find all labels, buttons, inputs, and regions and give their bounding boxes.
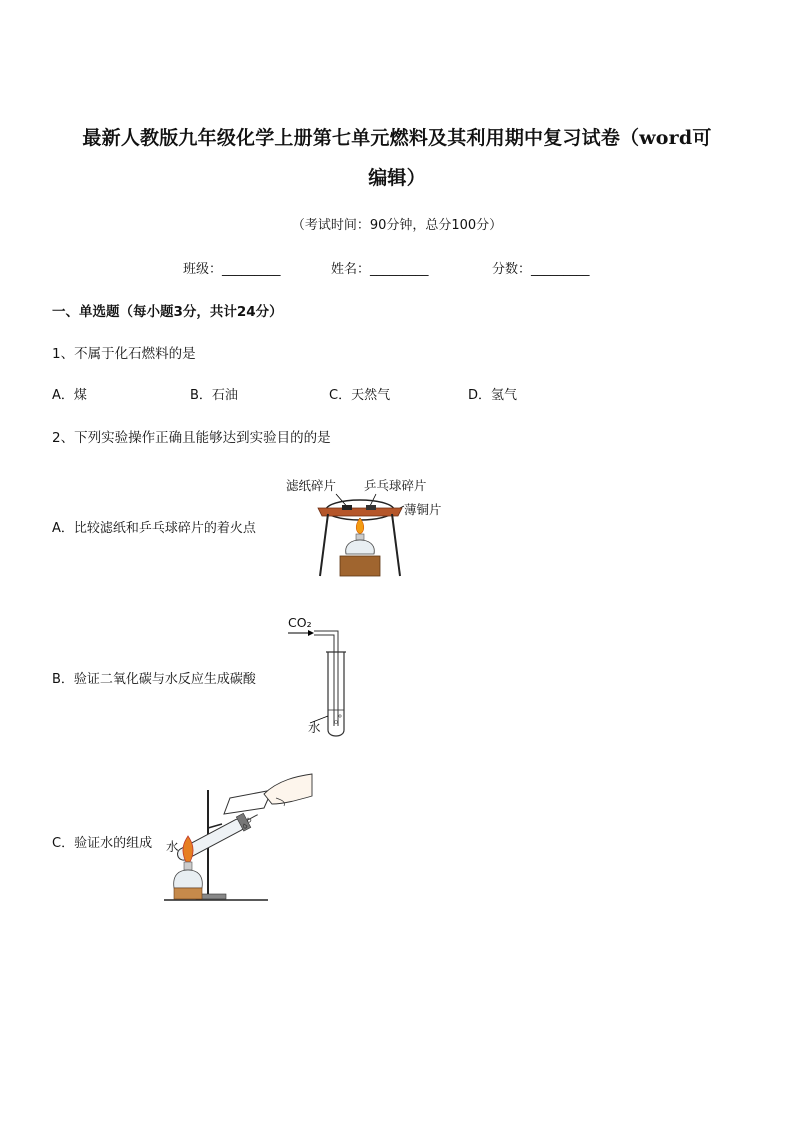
score-field[interactable]: 分数：_________: [492, 262, 590, 277]
class-field[interactable]: 班级：_________: [183, 262, 281, 277]
tripod-apparatus-figure: [300, 488, 420, 583]
label-co2: CO₂: [288, 615, 312, 630]
test-tube-figure: [286, 626, 356, 742]
water-heating-figure: [160, 770, 320, 905]
q2-option-b[interactable]: B．验证二氧化碳与水反应生成碳酸: [52, 672, 256, 687]
section-heading: 一、单选题（每小题3分，共计24分）: [52, 304, 283, 320]
label-water-b: 水: [308, 720, 321, 735]
title-line-1: 最新人教版九年级化学上册第七单元燃料及其利用期中复习试卷（word可: [82, 127, 712, 149]
question-1-stem: 1、不属于化石燃料的是: [52, 346, 196, 362]
q2-option-a[interactable]: A．比较滤纸和乒乓球碎片的着火点: [52, 521, 256, 536]
label-filter-paper: 滤纸碎片: [286, 478, 337, 493]
title-line-2: 编辑）: [368, 167, 426, 189]
exam-duration: （考试时间：90分钟，总分100分）: [291, 218, 503, 233]
name-field[interactable]: 姓名：_________: [331, 262, 429, 277]
label-copper-sheet: 薄铜片: [404, 502, 442, 517]
q1-option-b[interactable]: B．石油: [190, 388, 238, 403]
label-pingpong: 乒乓球碎片: [364, 478, 427, 493]
q1-option-c[interactable]: C．天然气: [329, 388, 391, 403]
q1-option-d[interactable]: D．氢气: [468, 388, 518, 403]
q1-option-a[interactable]: A．煤: [52, 388, 87, 403]
exam-title: [40, 118, 754, 198]
q2-option-c[interactable]: C．验证水的组成: [52, 836, 153, 851]
question-2-stem: 2、下列实验操作正确且能够达到实验目的的是: [52, 430, 331, 446]
label-water-c: 水: [166, 839, 179, 854]
